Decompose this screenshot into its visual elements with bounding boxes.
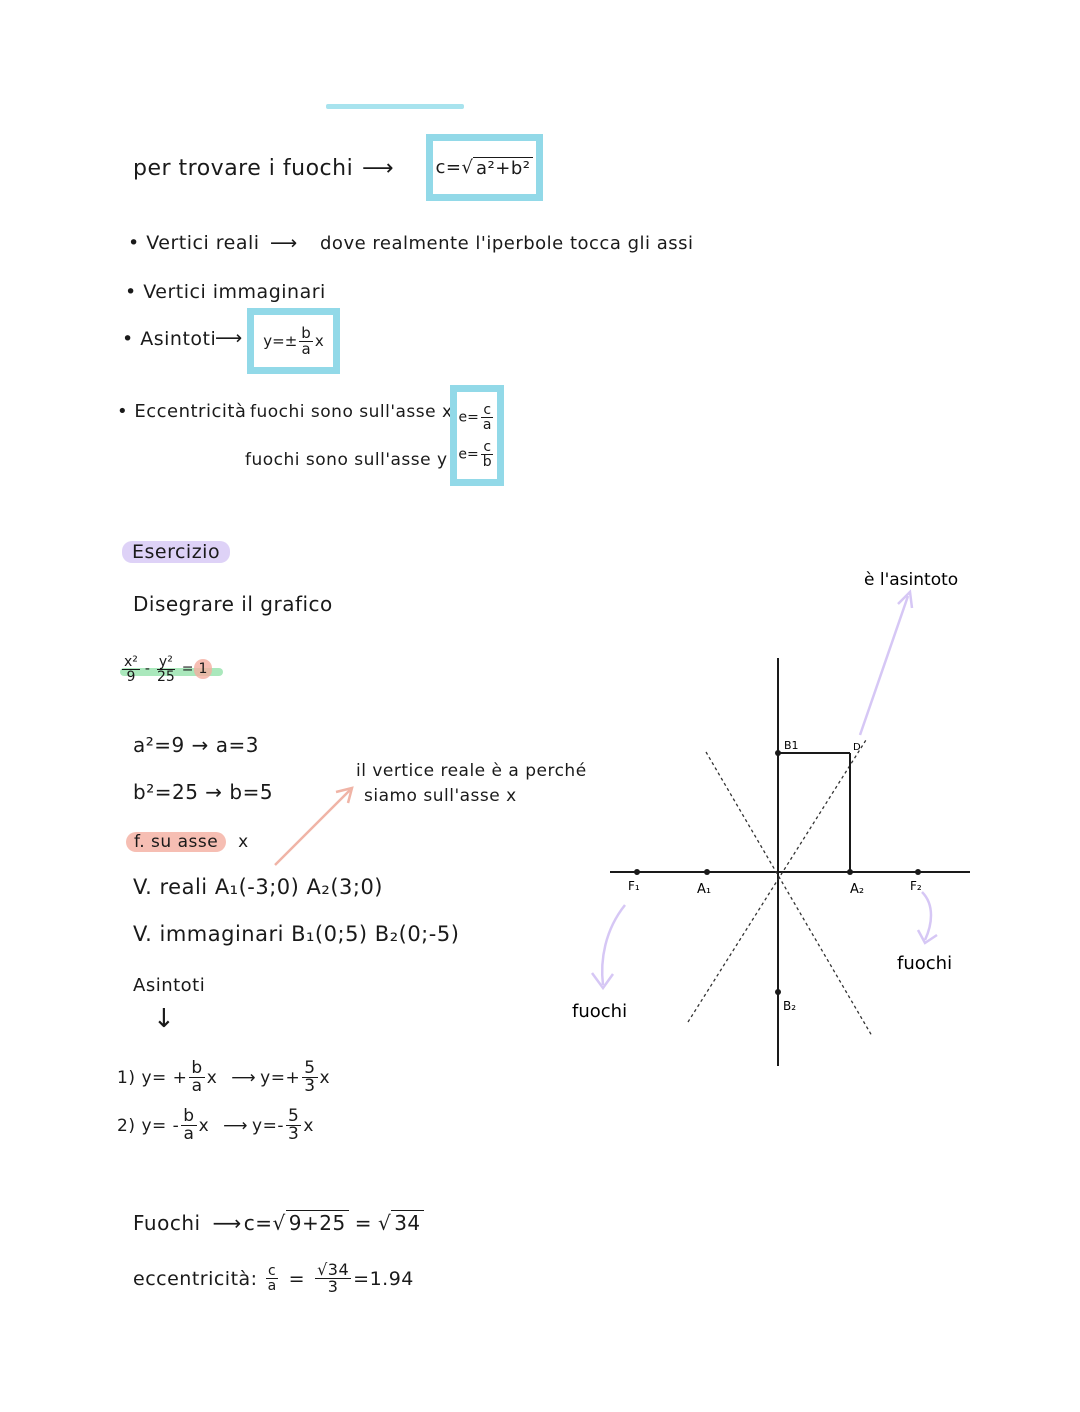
- eq-t1-den: 9: [126, 668, 136, 685]
- label-b1: B1: [784, 739, 799, 752]
- ecc-x-text: fuochi sono sull'asse x: [250, 402, 453, 422]
- asym1-num: b: [191, 1058, 203, 1078]
- ecc-y-den: b: [482, 453, 492, 470]
- axis-note-text: f. su asse: [126, 832, 226, 852]
- ecc-y-num: c: [483, 438, 492, 455]
- axis-note-var: x: [238, 832, 249, 852]
- label-b2: B₂: [783, 999, 797, 1013]
- asym1-res-var: x: [319, 1067, 331, 1088]
- foci-title: Fuochi: [133, 1210, 201, 1235]
- asym1-idx: 1): [117, 1067, 136, 1088]
- asym2-num: b: [183, 1106, 195, 1126]
- asym-formula-den: a: [301, 339, 311, 358]
- point-a1: [704, 869, 710, 875]
- exercise-prompt: Disegrare il grafico: [133, 592, 333, 616]
- right-arrow-icon: ⟶: [215, 327, 243, 349]
- foci-left-arrow: [602, 905, 625, 985]
- label-a2: A₂: [850, 882, 865, 897]
- real-vertices-desc: dove realmente l'iperbole tocca gli assi: [320, 233, 694, 254]
- sqrt-icon: √: [377, 1210, 392, 1235]
- real-vertices-label: • Vertici reali: [128, 232, 260, 254]
- ecc-val-num: √34: [317, 1260, 350, 1279]
- ecc-x-num: c: [483, 401, 492, 418]
- asym-formula-sign: ±: [284, 332, 298, 350]
- ecc-y-text: fuochi sono sull'asse y: [245, 450, 448, 470]
- imaginary-vertices-line: V. immaginari B₁(0;5) B₂(0;-5): [133, 922, 460, 946]
- point-b1: [775, 750, 781, 756]
- asymptotes-title: Asintoti: [133, 975, 206, 996]
- real-vertices-line: V. reali A₁(-3;0) A₂(3;0): [133, 875, 384, 899]
- right-arrow-icon: ⟶: [270, 232, 298, 254]
- foci-note-right: fuochi: [897, 953, 953, 974]
- label-a1: A₁: [697, 882, 712, 897]
- asymptote-note-arrow: [860, 596, 908, 735]
- asym1-den: a: [191, 1076, 203, 1096]
- asym-formula-lhs: y=: [263, 332, 285, 350]
- eq-t1-num: x²: [124, 653, 138, 670]
- real-vertices-text: Vertici reali: [146, 232, 260, 254]
- asymptotes-label: • Asintoti: [122, 328, 217, 350]
- foci-right-arrow: [922, 892, 931, 940]
- ecc-eq: =: [288, 1267, 306, 1290]
- asym1-res-lhs: y=+: [260, 1067, 301, 1088]
- foci-lhs: c=: [243, 1210, 273, 1235]
- label-d: D: [853, 742, 861, 753]
- asymptote-note: è l'asintoto: [864, 570, 959, 590]
- note-arrow: [275, 790, 350, 865]
- asym2-res-num: 5: [287, 1106, 300, 1126]
- asym2-res-lhs: y=-: [252, 1115, 284, 1136]
- ecc-x-lhs: e=: [458, 409, 479, 425]
- right-arrow-icon: ⟶: [231, 1067, 257, 1088]
- foci-result: 34: [391, 1210, 423, 1235]
- eq-rhs: 1: [194, 659, 213, 679]
- asym1-res-num: 5: [304, 1058, 316, 1078]
- label-f1: F₁: [628, 879, 640, 893]
- foci-mid: =: [354, 1210, 372, 1235]
- b-line: b²=25 → b=5: [133, 780, 274, 804]
- foci-formula-lhs: c=: [435, 157, 462, 178]
- asym1-lhs: y= +: [141, 1067, 188, 1088]
- vertex-note-2: siamo sull'asse x: [364, 786, 517, 806]
- eccentricity-label: • Eccentricità: [117, 401, 247, 422]
- right-arrow-icon: ⟶: [223, 1115, 249, 1136]
- exercise-title: Esercizio: [122, 541, 230, 563]
- asym2-den: a: [183, 1124, 195, 1144]
- a-line: a²=9 → a=3: [133, 733, 259, 757]
- asym2-res-var: x: [303, 1115, 314, 1136]
- sqrt-icon: √: [461, 157, 473, 178]
- foci-label: per trovare i fuochi: [133, 156, 354, 181]
- eccentricity-text: Eccentricità: [134, 401, 247, 422]
- ecc-result: =1.94: [353, 1267, 414, 1290]
- down-arrow-icon: ↓: [153, 1004, 175, 1034]
- label-f2: F₂: [910, 879, 922, 893]
- foci-note-left: fuochi: [572, 1001, 628, 1022]
- asym2-lhs: y= -: [141, 1115, 180, 1136]
- foci-formula-radicand: a²+b²: [473, 157, 533, 179]
- ecc-title: eccentricità:: [133, 1267, 258, 1290]
- eq-minus: -: [144, 661, 150, 677]
- point-a2: [847, 869, 853, 875]
- asym1-var: x: [206, 1067, 218, 1088]
- sqrt-icon: √: [272, 1210, 286, 1235]
- ecc-den: a: [267, 1278, 277, 1294]
- point-f1: [634, 869, 640, 875]
- asym2-idx: 2): [117, 1115, 136, 1136]
- asym-formula-var: x: [314, 332, 324, 350]
- ecc-y-lhs: e=: [458, 446, 479, 462]
- right-arrow-icon: ⟶: [212, 1210, 242, 1235]
- imaginary-vertices-label: • Vertici immaginari: [125, 281, 326, 303]
- asym1-res-den: 3: [304, 1076, 316, 1096]
- asymptote-line-1: [706, 752, 872, 1036]
- point-f2: [915, 869, 921, 875]
- ecc-x-den: a: [482, 416, 492, 433]
- asym2-var: x: [198, 1115, 210, 1136]
- foci-radicand: 9+25: [286, 1210, 349, 1235]
- eq-t2-num: y²: [158, 653, 173, 670]
- ecc-val-den: 3: [327, 1277, 339, 1296]
- imaginary-vertices-text: Vertici immaginari: [143, 281, 326, 303]
- point-b2: [775, 989, 781, 995]
- eq-t2-den: 25: [156, 668, 175, 685]
- right-arrow-icon: ⟶: [362, 156, 394, 181]
- ecc-num: c: [268, 1263, 277, 1279]
- asym2-res-den: 3: [287, 1124, 300, 1144]
- vertex-note-1: il vertice reale è a perché: [356, 761, 587, 781]
- eq-equals: =: [181, 661, 194, 677]
- asymptotes-text: Asintoti: [140, 328, 217, 350]
- asym-formula-num: b: [301, 323, 311, 342]
